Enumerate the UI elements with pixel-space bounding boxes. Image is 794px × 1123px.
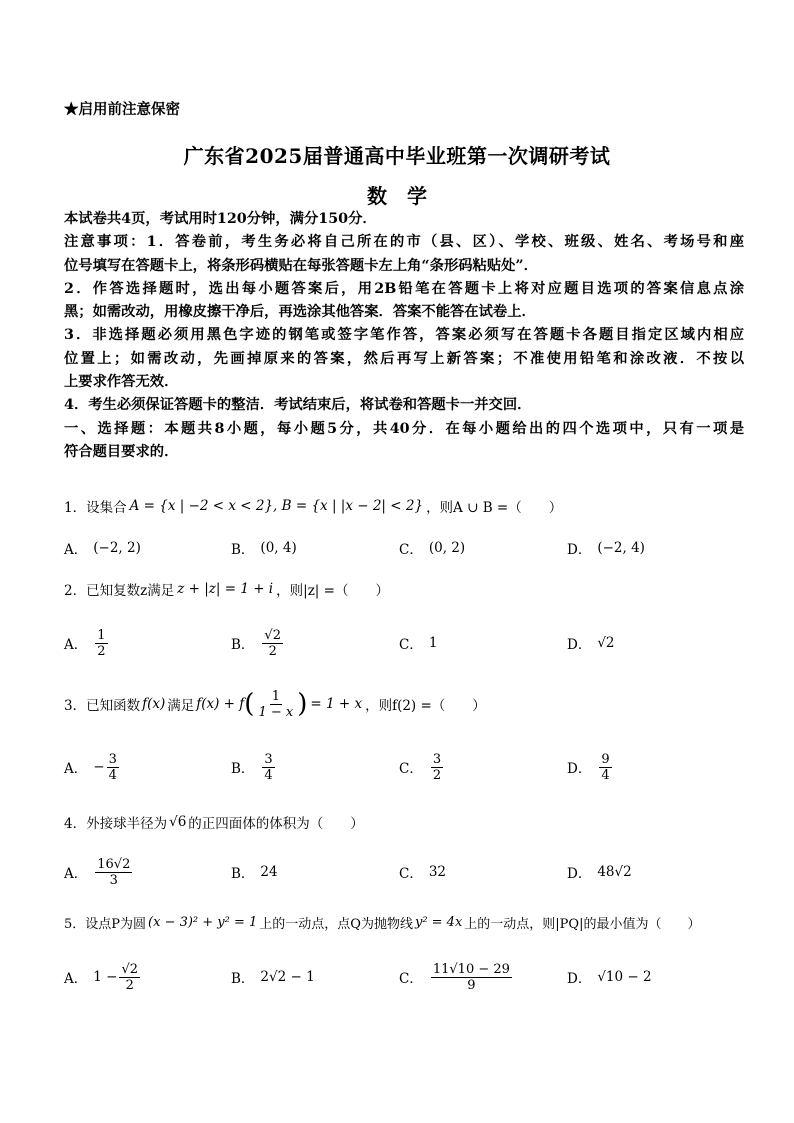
numerator: 9 (601, 751, 610, 767)
denominator: 4 (264, 767, 273, 783)
option-a[interactable] (64, 957, 142, 997)
question-4 (64, 810, 744, 834)
fraction (95, 628, 107, 659)
option-b[interactable] (231, 747, 277, 787)
question-math: √6 (169, 814, 187, 830)
question-text: 上的一动点，点Q为抛物线 (259, 916, 413, 932)
numerator: 3 (264, 751, 273, 767)
subject-heading: 数 学 (367, 184, 427, 208)
options-2 (64, 623, 744, 663)
question-suffix: 上的一动点，则|PQ|的最小值为（ ） (464, 916, 701, 932)
option-c[interactable] (399, 852, 446, 892)
numerator: 3 (108, 751, 117, 767)
fraction (431, 962, 512, 993)
option-a[interactable] (64, 747, 121, 787)
question-suffix: ，则A ∪ B =（ ） (426, 500, 563, 516)
option-prefix: 1 − (93, 969, 118, 985)
option-d[interactable] (567, 528, 645, 568)
question-text: 满足 (167, 698, 195, 714)
option-value: √10 − 2 (597, 969, 652, 985)
numerator: 1 (271, 688, 280, 704)
fraction (262, 752, 274, 783)
question-math: = 1 + x (310, 696, 363, 712)
note-line: 注意事项：1．答卷前，考生务必将自己所在的市（县、区）、学校、班级、姓名、考场号和座 (64, 234, 744, 251)
question-5 (64, 910, 744, 934)
question-math: f(x) + f (196, 696, 245, 712)
options-3 (64, 747, 744, 787)
question-math: f(x) (142, 696, 166, 712)
numerator: 16√2 (97, 856, 131, 872)
section-heading: 符合题目要求的． (64, 443, 179, 460)
fraction (599, 752, 611, 783)
note-line: 3．非选择题必须用黑色字迹的钢笔或签字笔作答，答案必须写在答题卡各题目指定区域内相应 (64, 327, 744, 344)
option-d[interactable] (567, 623, 615, 663)
denominator: 4 (108, 767, 117, 783)
options-4 (64, 852, 744, 892)
confidential-notice: ★启用前注意保密 (64, 101, 180, 118)
option-label: D． (567, 971, 592, 987)
option-label: A． (64, 761, 88, 777)
option-c[interactable] (399, 957, 514, 997)
denominator: 2 (268, 643, 277, 659)
left-paren-glyph: ( (244, 689, 255, 719)
question-suffix: ，则f(2) =（ ） (365, 698, 486, 714)
denominator: 9 (467, 977, 476, 993)
option-label: B． (231, 542, 255, 558)
option-value: √2 (597, 635, 615, 651)
option-label: C． (399, 542, 423, 558)
option-label: A． (64, 637, 88, 653)
option-a[interactable] (64, 623, 110, 663)
option-c[interactable] (399, 623, 437, 663)
question-text: 已知复数z满足 (86, 583, 175, 599)
option-value: 1 (428, 635, 438, 651)
right-paren-glyph: ) (297, 689, 308, 719)
option-sign: − (93, 759, 105, 775)
option-label: D． (567, 866, 592, 882)
option-label: C． (399, 866, 423, 882)
question-text: 设集合 (86, 500, 127, 516)
option-label: D． (567, 542, 592, 558)
option-value: 48√2 (597, 864, 632, 880)
question-number: 5． (64, 916, 86, 932)
option-label: B． (231, 637, 255, 653)
option-d[interactable] (567, 852, 632, 892)
fraction (95, 857, 132, 888)
denominator: 1 − x (258, 704, 294, 720)
note-line: 上要求作答无效． (64, 374, 179, 391)
option-value: 24 (260, 864, 278, 880)
denominator: 2 (97, 643, 106, 659)
option-b[interactable] (231, 957, 315, 997)
numerator: 11√10 − 29 (432, 961, 510, 977)
option-d[interactable] (567, 747, 614, 787)
question-2 (64, 577, 744, 601)
question-math: z + |z| = 1 + i (177, 581, 274, 597)
option-value: 32 (428, 864, 447, 880)
question-text: 设点P为圆 (85, 916, 147, 932)
numerator: 3 (432, 751, 442, 767)
question-text: 外接球半径为 (86, 816, 168, 832)
note-line: 本试卷共4页，考试用时120分钟，满分150分． (64, 211, 377, 227)
option-label: C． (399, 971, 423, 987)
question-math: y² = 4x (414, 914, 463, 930)
note-line: 黑；如需改动，用橡皮擦干净后，再选涂其他答案．答案不能答在试卷上． (64, 304, 536, 321)
numerator: √2 (121, 961, 139, 977)
option-a[interactable] (64, 528, 141, 568)
numerator: √2 (264, 627, 281, 643)
question-math: A = {x | −2 < x < 2}, B = {x | |x − 2| < 2} (129, 498, 424, 514)
option-b[interactable] (231, 852, 278, 892)
option-label: B． (231, 866, 255, 882)
fraction (262, 628, 283, 659)
option-c[interactable] (399, 528, 465, 568)
option-label: A． (64, 866, 88, 882)
note-line: 位置上；如需改动，先画掉原来的答案，然后再写上新答案；不准使用铅笔和涂改液．不按以 (64, 350, 744, 367)
option-value: (−2, 4) (597, 540, 645, 556)
question-text: 已知函数 (86, 698, 141, 714)
note-line: 4．考生必须保证答题卡的整洁．考试结束后，将试卷和答题卡一并交回． (64, 397, 532, 414)
fraction (107, 752, 119, 783)
option-d[interactable] (567, 957, 652, 997)
option-c[interactable] (399, 747, 445, 787)
option-label: C． (399, 637, 423, 653)
note-line: 2．作答选择题时，选出每小题答案后，用2B铅笔在答题卡上将对应题目选项的答案信息点涂 (64, 280, 744, 297)
question-number: 1． (64, 500, 87, 516)
option-label: C． (399, 761, 423, 777)
fraction (119, 962, 140, 993)
question-number: 4． (64, 816, 87, 832)
options-5 (64, 957, 744, 997)
option-value: (0, 2) (428, 540, 466, 556)
question-number: 3． (64, 698, 87, 714)
denominator: 4 (601, 767, 610, 783)
option-value: 2√2 − 1 (260, 969, 315, 985)
numerator: 1 (97, 627, 106, 643)
question-1 (64, 494, 744, 518)
denominator: 2 (432, 767, 442, 783)
options-1 (64, 528, 744, 568)
exam-title: 广东省2025届普通高中毕业班第一次调研考试 (183, 144, 611, 168)
fraction (256, 689, 295, 720)
question-number: 2． (64, 583, 87, 599)
option-label: A． (64, 971, 88, 987)
option-label: B． (231, 761, 255, 777)
option-label: D． (567, 761, 592, 777)
question-3 (64, 682, 744, 726)
option-label: B． (231, 971, 255, 987)
option-b[interactable] (231, 528, 297, 568)
denominator: 3 (109, 872, 118, 888)
question-math: (x − 3)² + y² = 1 (148, 914, 258, 930)
option-label: D． (567, 637, 592, 653)
instructions (64, 208, 744, 464)
denominator: 2 (125, 977, 134, 993)
note-line: 位号填写在答题卡上，将条形码横贴在每张答题卡左上角“条形码粘贴处”． (64, 257, 538, 274)
question-suffix: ，则|z| =（ ） (276, 583, 389, 599)
option-a[interactable] (64, 852, 134, 892)
section-heading: 一、选择题：本题共8小题，每小题5分，共40分．在每小题给出的四个选项中，只有一项是 (64, 420, 744, 437)
option-value: (−2, 2) (93, 540, 141, 556)
option-b[interactable] (231, 623, 285, 663)
question-suffix: 的正四面体的体积为（ ） (188, 816, 364, 832)
option-label: A． (64, 542, 88, 558)
fraction (431, 752, 443, 783)
option-value: (0, 4) (260, 540, 297, 556)
